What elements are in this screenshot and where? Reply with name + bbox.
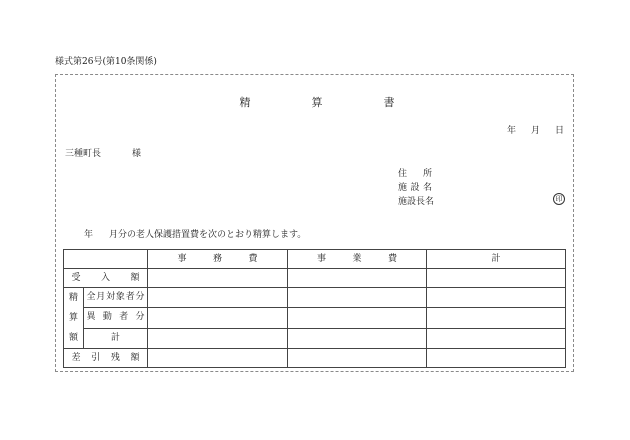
statement-year: 年 [84, 230, 94, 240]
table-row [64, 288, 566, 308]
cell-subtotal-project[interactable] [288, 328, 427, 348]
title-char-2: 算 [311, 96, 323, 109]
table-row [64, 349, 566, 368]
cell-full-month-total[interactable] [427, 288, 566, 308]
settlement-table [63, 249, 566, 368]
cell-received-admin[interactable] [148, 269, 288, 288]
row-change-label: 異動者分 [84, 308, 148, 328]
row-balance-label: 差引残額 [64, 349, 148, 368]
cell-subtotal-admin[interactable] [148, 328, 288, 348]
director-name-label: 施設長名 [398, 197, 435, 207]
header-project-cost: 事業費 [288, 250, 427, 269]
form-number-label: 様式第26号(第10条関係) [55, 57, 157, 67]
header-admin-cost: 事務費 [148, 250, 288, 269]
facility-name-label: 施設名 [398, 183, 432, 193]
date-year-label: 年 [507, 126, 517, 136]
cell-balance-total[interactable] [427, 349, 566, 368]
cell-subtotal-total[interactable] [427, 328, 566, 348]
statement-body: 月分の老人保護措置費を次のとおり精算します。 [109, 230, 307, 240]
table-row [64, 328, 566, 348]
addressee-suffix: 様 [132, 149, 142, 159]
header-total: 計 [427, 250, 566, 269]
row-received-label: 受入額 [64, 269, 148, 288]
settlement-group-label: 精 算 額 [64, 288, 84, 349]
date-day-label: 日 [555, 126, 565, 136]
row-full-month-label: 全月対象者分 [84, 288, 148, 308]
table-header-row [64, 250, 566, 269]
cell-change-total[interactable] [427, 308, 566, 328]
cell-change-project[interactable] [288, 308, 427, 328]
addressee: 三種町長 [65, 149, 102, 159]
cell-received-total[interactable] [427, 269, 566, 288]
settlement-statement [84, 231, 306, 240]
table-row [64, 308, 566, 328]
seal-icon: 印 [553, 193, 565, 205]
cell-balance-project[interactable] [288, 349, 427, 368]
header-blank-cell [64, 250, 148, 269]
address-label: 住所 [398, 169, 432, 179]
row-subtotal-label: 計 [84, 328, 148, 348]
title-char-3: 書 [383, 96, 395, 109]
cell-full-month-admin[interactable] [148, 288, 288, 308]
cell-change-admin[interactable] [148, 308, 288, 328]
cell-received-project[interactable] [288, 269, 427, 288]
date-month-label: 月 [531, 126, 541, 136]
cell-full-month-project[interactable] [288, 288, 427, 308]
table-row [64, 269, 566, 288]
title-char-1: 精 [239, 96, 251, 109]
cell-balance-admin[interactable] [148, 349, 288, 368]
